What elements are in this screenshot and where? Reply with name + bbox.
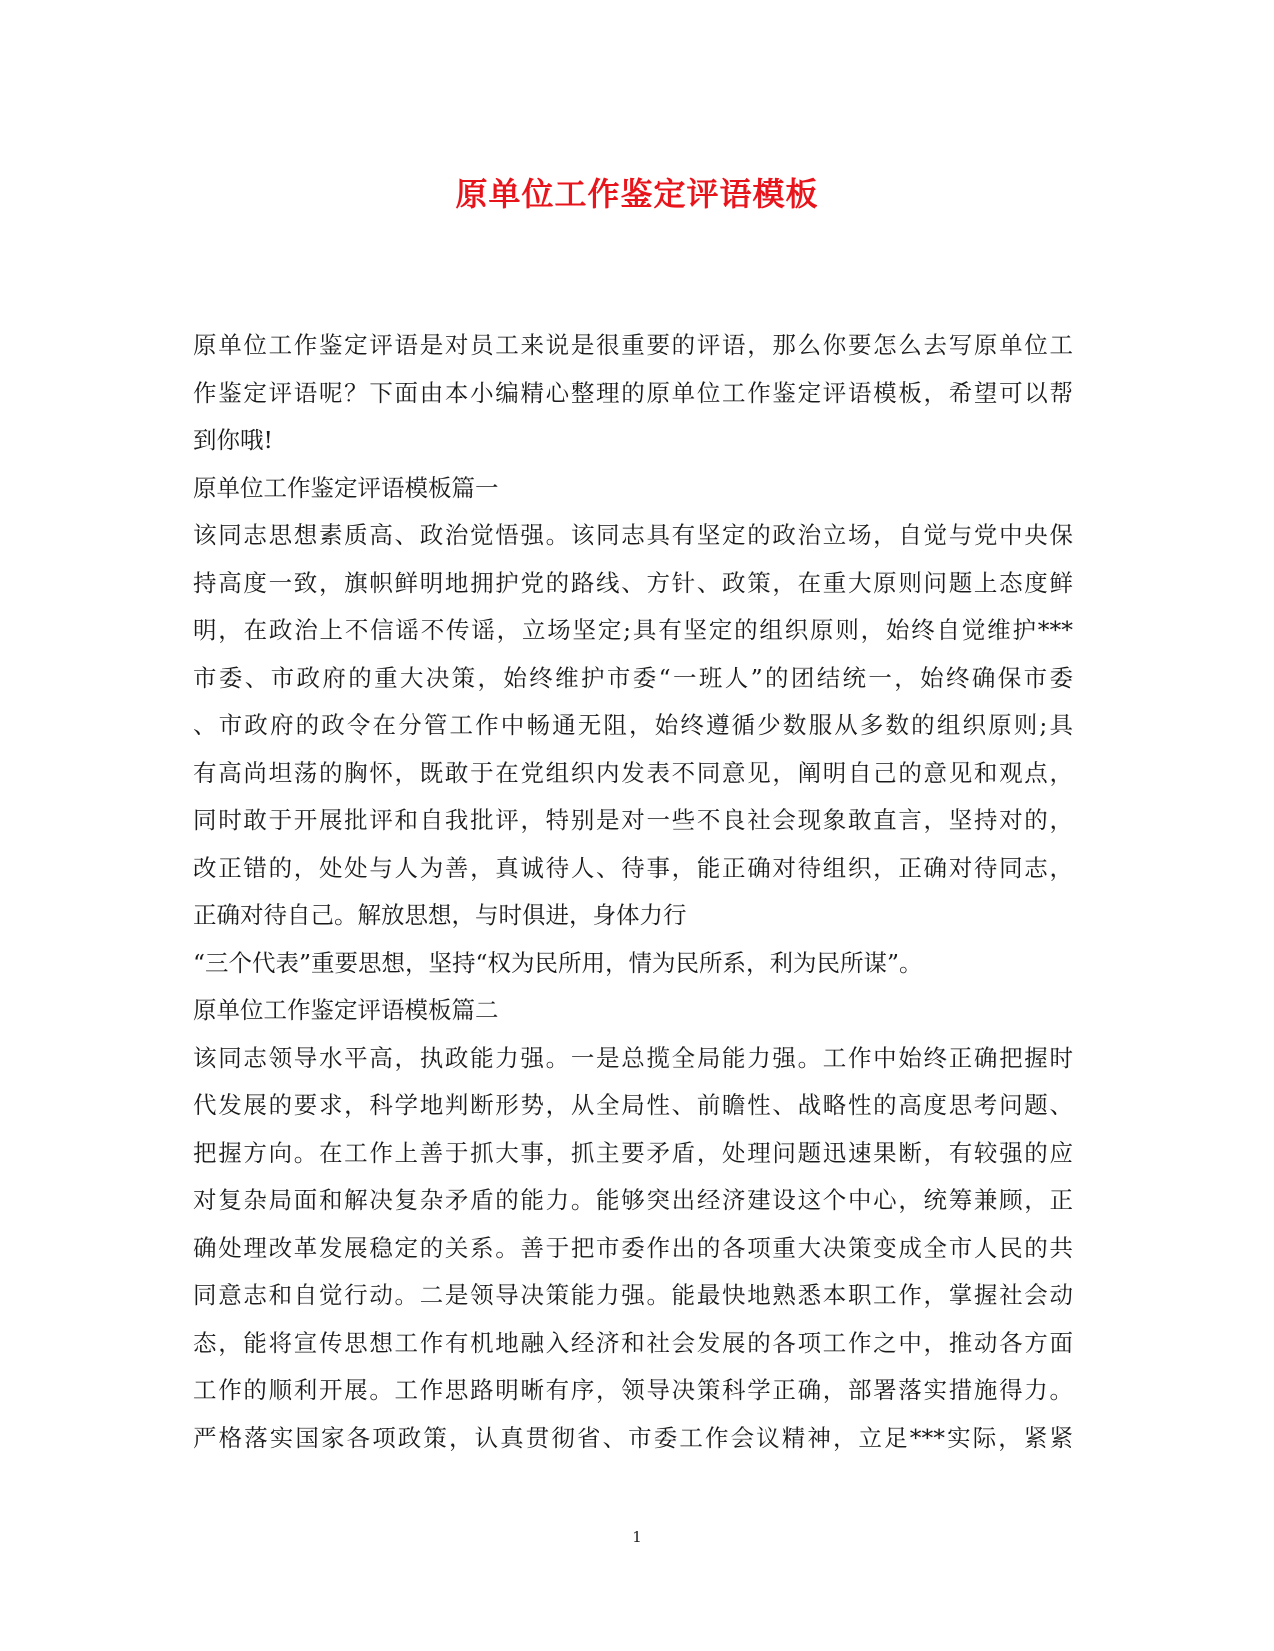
- text-line: 到你哦!: [193, 426, 273, 454]
- section-heading: 原单位工作鉴定评语模板篇一: [193, 473, 499, 502]
- page-title: 原单位工作鉴定评语模板: [455, 175, 819, 213]
- text-line: 改正错的，处处与人为善，真诚待人、待事，能正确对待组织，正确对待同志，: [193, 853, 1073, 882]
- text-line: 、市政府的政令在分管工作中畅通无阻，始终遵循少数服从多数的组织原则;具: [193, 711, 1073, 739]
- text-line: 市委、市政府的重大决策，始终维护市委“一班人”的团结统一，始终确保市委: [193, 663, 1073, 692]
- text-line: 原单位工作鉴定评语是对员工来说是很重要的评语，那么你要怎么去写原单位工: [193, 331, 1073, 359]
- text-line: 态，能将宣传思想工作有机地融入经济和社会发展的各项工作之中，推动各方面: [193, 1328, 1073, 1357]
- text-line: 严格落实国家各项政策，认真贯彻省、市委工作会议精神，立足***实际，紧紧: [193, 1423, 1073, 1452]
- text-line: 确处理改革发展稳定的关系。善于把市委作出的各项重大决策变成全市人民的共: [193, 1233, 1073, 1262]
- text-line: 持高度一致，旗帜鲜明地拥护党的路线、方针、政策，在重大原则问题上态度鲜: [193, 568, 1073, 597]
- text-line: 该同志领导水平高，执政能力强。一是总揽全局能力强。工作中始终正确把握时: [193, 1043, 1073, 1072]
- document-body: [193, 322, 1073, 1462]
- section-heading: 原单位工作鉴定评语模板篇二: [193, 996, 499, 1024]
- text-line: 代发展的要求，科学地判断形势，从全局性、前瞻性、战略性的高度思考问题、: [193, 1091, 1073, 1119]
- text-line: 明，在政治上不信谣不传谣，立场坚定;具有坚定的组织原则，始终自觉维护***: [193, 616, 1073, 644]
- text-line: 工作的顺利开展。工作思路明晰有序，领导决策科学正确，部署落实措施得力。: [193, 1376, 1073, 1404]
- text-line: 把握方向。在工作上善于抓大事，抓主要矛盾，处理问题迅速果断，有较强的应: [193, 1138, 1073, 1167]
- text-line: 有高尚坦荡的胸怀，既敢于在党组织内发表不同意见，阐明自己的意见和观点，: [193, 758, 1073, 787]
- text-line: 作鉴定评语呢？下面由本小编精心整理的原单位工作鉴定评语模板，希望可以帮: [193, 378, 1073, 407]
- page-number: 1: [632, 1528, 642, 1546]
- text-line: 正确对待自己。解放思想，与时俱进，身体力行: [193, 901, 687, 929]
- text-line: 该同志思想素质高、政治觉悟强。该同志具有坚定的政治立场，自觉与党中央保: [193, 521, 1073, 549]
- text-line: “三个代表”重要思想，坚持“权为民所用，情为民所系，利为民所谋”。: [193, 948, 923, 977]
- text-line: 对复杂局面和解决复杂矛盾的能力。能够突出经济建设这个中心，统筹兼顾，正: [193, 1186, 1073, 1214]
- text-line: 同时敢于开展批评和自我批评，特别是对一些不良社会现象敢直言，坚持对的，: [193, 806, 1073, 834]
- text-line: 同意志和自觉行动。二是领导决策能力强。能最快地熟悉本职工作，掌握社会动: [193, 1281, 1073, 1309]
